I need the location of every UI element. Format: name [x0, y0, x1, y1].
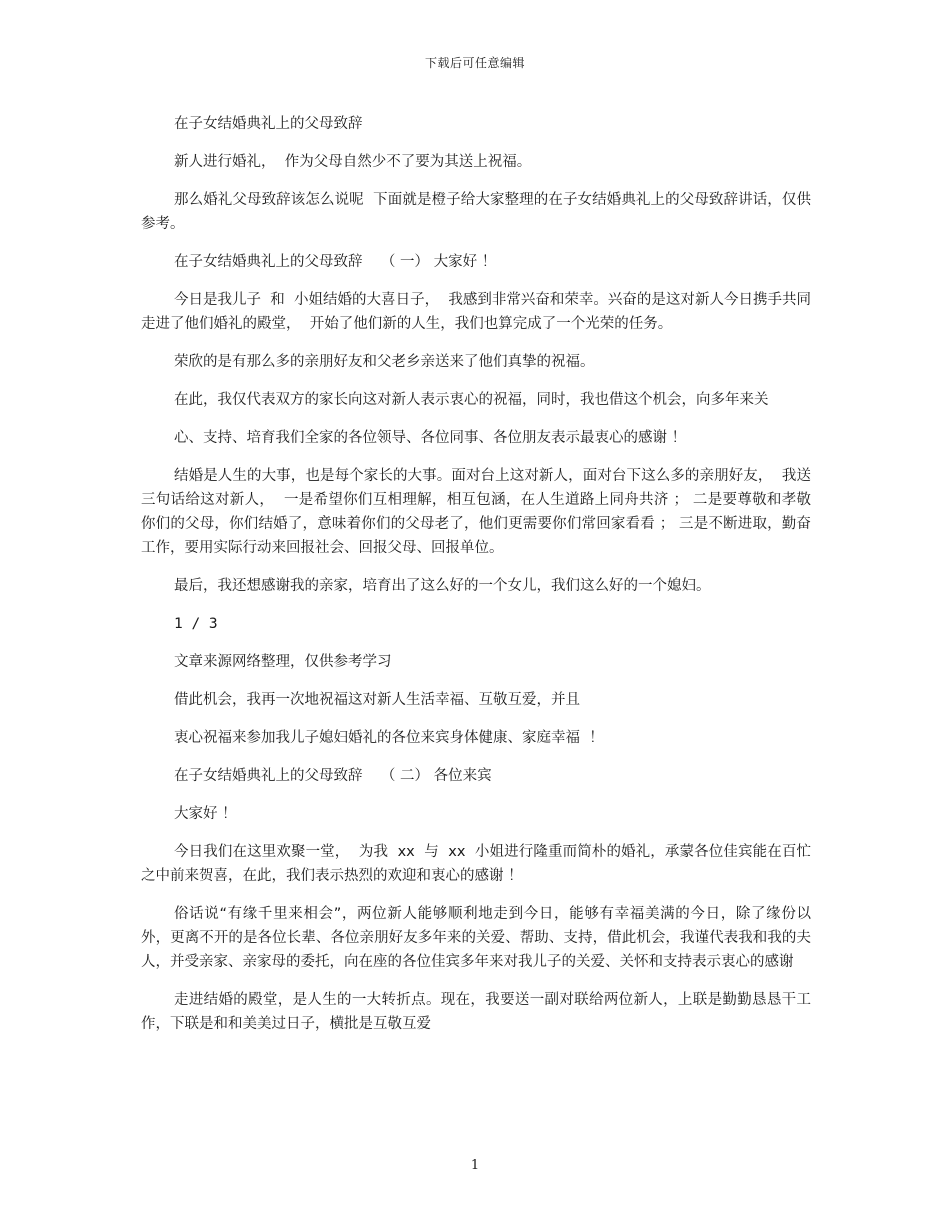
- body-paragraph: 荣欣的是有那么多的亲朋好友和父老乡亲送来了他们真挚的祝福。: [174, 354, 595, 370]
- body-paragraph: 心、支持、培育我们全家的各位领导、各位同事、各位朋友表示最衷心的感谢 ！: [174, 430, 687, 446]
- body-paragraph: 大家好 ！: [174, 806, 237, 822]
- intro-paragraph: 那么婚礼父母致辞该怎么说呢 下面就是橙子给大家整理的在子女结婚典礼上的父母致辞讲话，仅供参考。: [141, 192, 811, 232]
- body-paragraph: 今日是我儿子 和 小姐结婚的大喜日子， 我感到非常兴奋和荣幸。兴奋的是这对新人今日携手共同走进了他们婚礼的殿堂， 开始了他们新的人生，我们也算完成了一个光荣的任务。: [141, 292, 811, 332]
- document-body: [141, 112, 811, 1050]
- page-count-label: 1 / 3: [174, 616, 218, 632]
- body-paragraph: 借此机会，我再一次地祝福这对新人生活幸福、互敬互爱，并且: [174, 692, 580, 708]
- section-heading-1: 在子女结婚典礼上的父母致辞 （ 一） 大家好 ！: [174, 254, 497, 270]
- body-paragraph: 最后，我还想感谢我的亲家，培育出了这么好的一个女儿，我们这么好的一个媳妇。: [174, 578, 711, 594]
- page-header-note: 下载后可任意编辑: [424, 56, 525, 70]
- body-paragraph: 走进结婚的殿堂，是人生的一大转折点。现在，我要送一副对联给两位新人，上联是勤勤恳恳干工作，下联是和和美美过日子，横批是互敬互爱: [141, 992, 811, 1032]
- body-paragraph: 今日我们在这里欢聚一堂， 为我 xx 与 xx 小姐进行隆重而简朴的婚礼，承蒙各位佳宾能在百忙之中前来贺喜，在此，我们表示热烈的欢迎和衷心的感谢 ！: [141, 844, 811, 884]
- body-paragraph: 俗话说“有缘千里来相会”，两位新人能够顺利地走到今日，能够有幸福美满的今日，除了缘份以外，更离不开的是各位长辈、各位亲朋好友多年来的关爱、帮助、支持，借此机会，我谨代表我和我的夫人，并受亲家、亲家母的委托，向在座的各位佳宾多年来对我儿子的关爱、关怀和支持表示衷心的感谢: [141, 906, 811, 970]
- source-note: 文章来源网络整理，仅供参考学习: [174, 654, 392, 670]
- body-paragraph: 衷心祝福来参加我儿子媳妇婚礼的各位来宾身体健康、家庭幸福 ！: [174, 730, 604, 746]
- section-heading-2: 在子女结婚典礼上的父母致辞 （ 二） 各位来宾: [174, 768, 492, 784]
- body-paragraph: 结婚是人生的大事，也是每个家长的大事。面对台上这对新人，面对台下这么多的亲朋好友， 我送三句话给这对新人， 一是希望你们互相理解，相互包涵，在人生道路上同舟共济 ； 二是要尊敬和孝敬你们的父母，你们结婚了，意味着你们的父母老了，他们更需要你们常回家看看 ； 三是不断进取，勤奋工作，要用实际行动来回报社会、回报父母、回报单位。: [141, 468, 811, 556]
- intro-paragraph: 新人进行婚礼， 作为父母自然少不了要为其送上祝福。: [174, 154, 532, 170]
- body-paragraph: 在此，我仅代表双方的家长向这对新人表示衷心的祝福，同时，我也借这个机会，向多年来关: [174, 392, 769, 408]
- title-paragraph: 在子女结婚典礼上的父母致辞: [174, 116, 363, 132]
- page-number: 1: [470, 1158, 480, 1173]
